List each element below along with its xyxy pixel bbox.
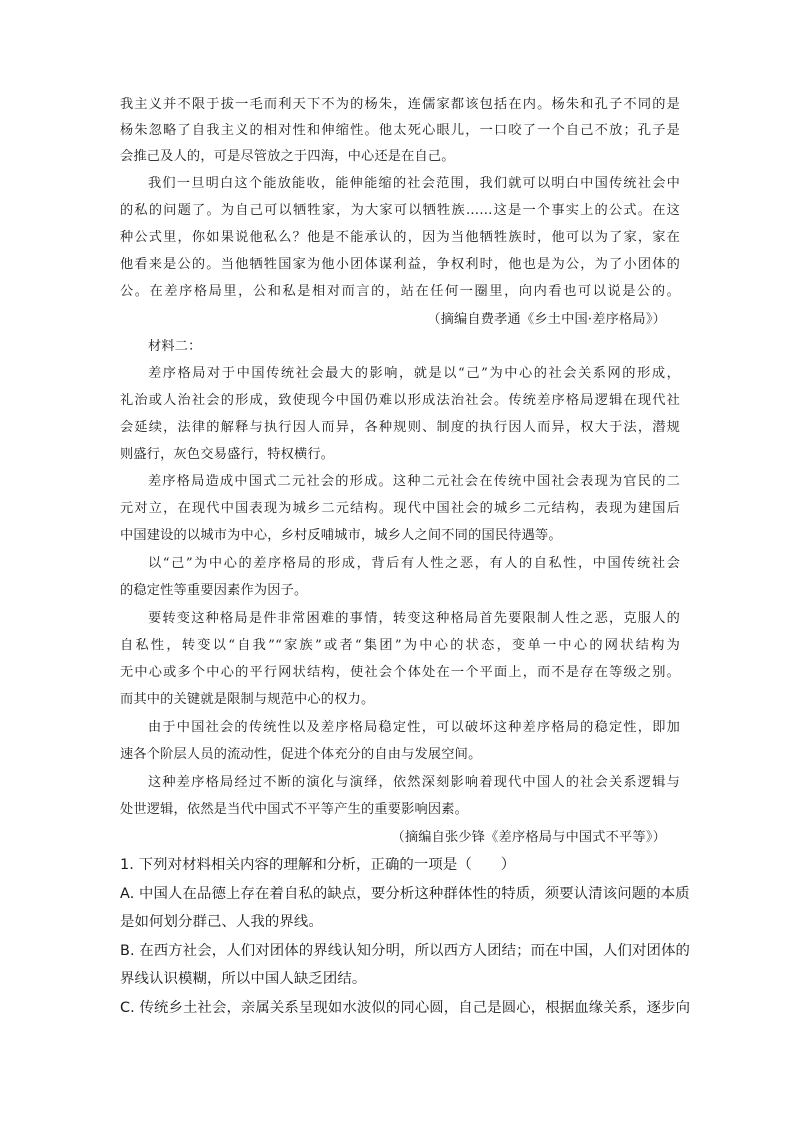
material-two-line: 由于中国社会的传统性以及差序格局稳定性，可以破坏这种差序格局的稳定性，即加 — [148, 720, 680, 735]
material-one-line: 公。在差序格局里，公和私是相对而言的，站在任何一圈里，向内看也可以说是公的。 — [120, 284, 680, 299]
material-one-line: 种公式里，你如果说他私么？他是不能承认的，因为当他牺牲族时，他可以为了家，家在 — [120, 230, 680, 245]
material-one-line: 我们一旦明白这个能放能收，能伸能缩的社会范围，我们就可以明白中国传统社会中 — [148, 176, 680, 191]
material-two-line: 会延续，法律的解释与执行因人而异，各种规则、制度的执行因人而异，权大于法，潜规 — [120, 420, 680, 435]
option-a-line: A. 中国人在品德上存在着自私的缺点，要分析这种群体性的特质，须要认清该问题的本质 — [120, 886, 690, 902]
material-two-line: 这种差序格局经过不断的演化与演绎，依然深刻影响着现代中国人的社会关系逻辑与 — [148, 775, 680, 790]
source-citation-two: （摘编自张少锋《差序格局与中国式不平等》） — [391, 830, 666, 845]
question-stem: 1. 下列对材料相关内容的理解和分析，正确的一项是（ ） — [120, 857, 516, 873]
source-citation-one: （摘编自费孝通《乡土中国·差序格局》） — [427, 312, 666, 327]
material-two-line: 礼治或人治社会的形成，致使现今中国仍难以形成法治社会。传统差序格局逻辑在现代社 — [120, 393, 680, 408]
material-two-line: 要转变这种格局是件非常困难的事情，转变这种格局首先要限制人性之恶，克服人的 — [148, 611, 680, 626]
option-b-line: 界线认识模糊，所以中国人缺乏团结。 — [120, 971, 367, 987]
option-a-line: 是如何划分群己、人我的界线。 — [120, 914, 323, 930]
material-two-line: 自私性，转变以“自我”“家族”或者“集团”为中心的状态，变单一中心的网状结构为 — [120, 638, 680, 653]
material-two-line: 的稳定性等重要因素作为因子。 — [120, 583, 308, 598]
option-b-line: B. 在西方社会，人们对团体的界线认知分明，所以西方人团结；而在中国，人们对团体的 — [120, 943, 690, 959]
material-two-line: 处世逻辑，依然是当代中国式不平等产生的重要影响因素。 — [120, 802, 469, 817]
option-c-line: C. 传统乡土社会，亲属关系呈现如水波似的同心圆，自己是圆心，根据血缘关系，逐步向 — [120, 1000, 691, 1016]
material-two-line: 元对立，在现代中国表现为城乡二元结构。现代中国社会的城乡二元结构，表现为建国后 — [120, 501, 680, 516]
material-two-line: 中国建设的以城市为中心，乡村反哺城市，城乡人之间不同的国民待遇等。 — [120, 528, 562, 543]
material-one-line: 我主义并不限于拔一毛而利天下不为的杨朱，连儒家都该包括在内。杨朱和孔子不同的是 — [120, 97, 680, 112]
material-one-line: 杨朱忽略了自我主义的相对性和伸缩性。他太死心眼儿，一口咬了一个自己不放；孔子是 — [120, 123, 680, 138]
material-two-line: 差序格局造成中国式二元社会的形成。这种二元社会在传统中国社会表现为官民的二 — [148, 474, 680, 489]
material-one-line: 他看来是公的。当他牺牲国家为他小团体谋利益，争权利时，他也是为公，为了小团体的 — [120, 257, 680, 272]
material-two-line: 差序格局对于中国传统社会最大的影响，就是以“己”为中心的社会关系网的形成， — [148, 366, 680, 381]
material-two-line: 而其中的关键就是限制与规范中心的权力。 — [120, 692, 375, 707]
material-one-line: 会推己及人的，可是尽管放之于四海，中心还是在自己。 — [120, 149, 455, 164]
material-two-line: 以“己”为中心的差序格局的形成，背后有人性之恶，有人的自私性，中国传统社会 — [148, 556, 680, 571]
material-two-line: 则盛行，灰色交易盛行，特权横行。 — [120, 447, 335, 462]
material-two-line: 速各个阶层人员的流动性，促进个体充分的自由与发展空间。 — [120, 747, 482, 762]
material-two-line: 无中心或多个中心的平行网状结构，使社会个体处在一个平面上，而不是存在等级之别。 — [120, 665, 680, 680]
material-one-line: 的私的问题了。为自己可以牺牲家，为大家可以牺牲族……这是一个事实上的公式。在这 — [120, 203, 680, 218]
material-two-heading: 材料二： — [148, 339, 202, 354]
